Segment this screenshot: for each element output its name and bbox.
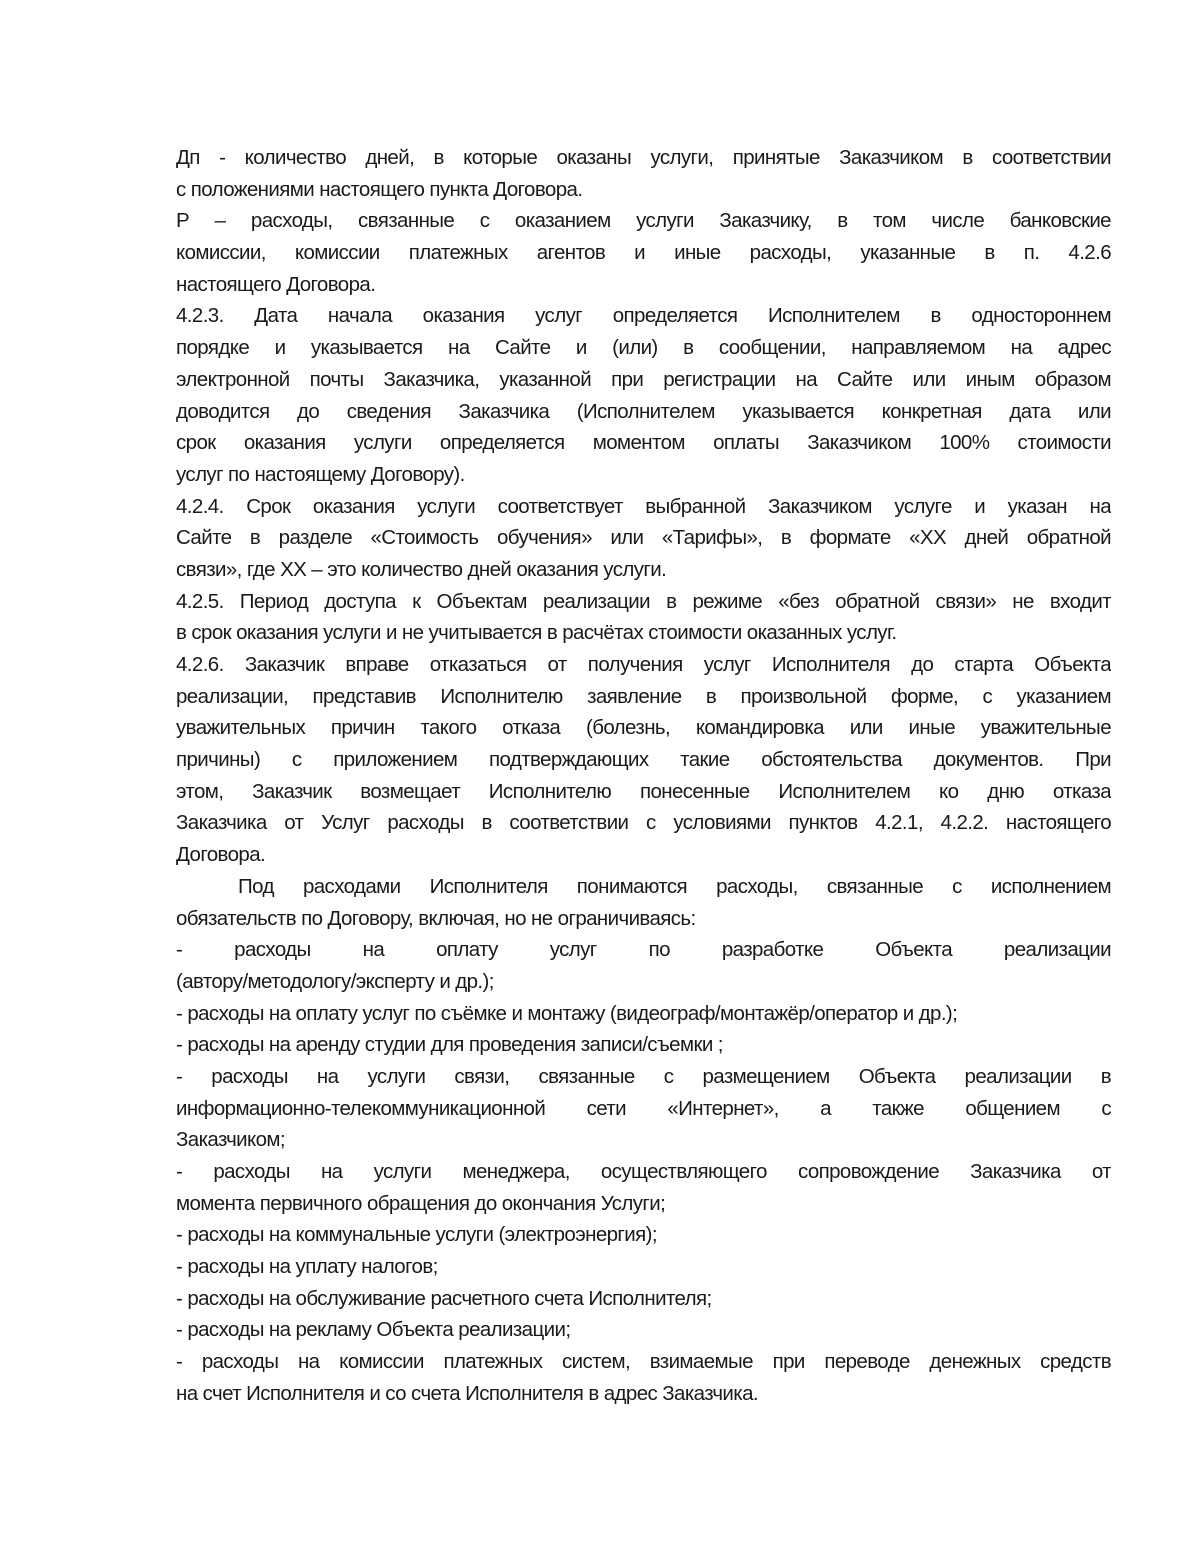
text-line: Заказчиком; [176, 1128, 286, 1152]
text-line: Договора. [176, 843, 266, 867]
text-line: информационно-телекоммуникационной сети «Интернет», а также общением с [176, 1096, 1111, 1120]
text-line: Под расходами Исполнителя понимаются расходы, связанные с исполнением [238, 874, 1111, 898]
text-line: реализации, представив Исполнителю заявление в произвольной форме, с указанием [176, 684, 1111, 708]
text-line: - расходы на обслуживание расчетного счета Исполнителя; [176, 1286, 712, 1310]
text-line: доводится до сведения Заказчика (Исполнителем указывается конкретная дата или [176, 399, 1111, 423]
text-line: связи», где ХХ – это количество дней оказания услуги. [176, 557, 667, 581]
text-line: - расходы на рекламу Объекта реализации; [176, 1318, 571, 1342]
text-line: настоящего Договора. [176, 272, 376, 296]
text-line: - расходы на услуги связи, связанные с размещением Объекта реализации в [176, 1064, 1111, 1088]
text-line: услуг по настоящему Договору). [176, 462, 465, 486]
text-line: электронной почты Заказчика, указанной при регистрации на Сайте или иным образом [176, 367, 1111, 391]
text-line: 4.2.4. Срок оказания услуги соответствует выбранной Заказчиком услуге и указан на [176, 494, 1111, 518]
text-line: Р – расходы, связанные с оказанием услуги Заказчику, в том числе банковские [176, 209, 1111, 233]
text-line: - расходы на аренду студии для проведения записи/съемки ; [176, 1033, 723, 1057]
text-line: 4.2.5. Период доступа к Объектам реализации в режиме «без обратной связи» не входит [176, 589, 1111, 613]
text-line: момента первичного обращения до окончания Услуги; [176, 1191, 666, 1215]
document-page [176, 142, 1111, 1410]
text-line: Сайте в разделе «Стоимость обучения» или «Тарифы», в формате «ХХ дней обратной [176, 526, 1111, 550]
text-line: комиссии, комиссии платежных агентов и иные расходы, указанные в п. 4.2.6 [176, 241, 1111, 265]
text-line: уважительных причин такого отказа (болезнь, командировка или иные уважительные [176, 716, 1111, 740]
text-line: этом, Заказчик возмещает Исполнителю понесенные Исполнителем ко дню отказа [176, 779, 1111, 803]
text-line: с положениями настоящего пункта Договора. [176, 177, 583, 201]
text-line: обязательств по Договору, включая, но не ограничиваясь: [176, 906, 696, 930]
text-line: Заказчика от Услуг расходы в соответствии с условиями пунктов 4.2.1, 4.2.2. настоящего [176, 811, 1111, 835]
text-line: - расходы на уплату налогов; [176, 1255, 438, 1279]
text-line: - расходы на оплату услуг по съёмке и монтажу (видеограф/монтажёр/оператор и др.); [176, 1001, 958, 1025]
text-line: на счет Исполнителя и со счета Исполнителя в адрес Заказчика. [176, 1381, 758, 1405]
text-line: - расходы на коммунальные услуги (электроэнергия); [176, 1223, 657, 1247]
text-line: - расходы на услуги менеджера, осуществляющего сопровождение Заказчика от [176, 1160, 1111, 1183]
text-line: срок оказания услуги определяется моментом оплаты Заказчиком 100% стоимости [176, 431, 1111, 455]
text-line: в срок оказания услуги и не учитывается в расчётах стоимости оказанных услуг. [176, 621, 897, 645]
text-line: (автору/методологу/эксперту и др.); [176, 969, 494, 993]
text-line: 4.2.3. Дата начала оказания услуг определяется Исполнителем в одностороннем [176, 304, 1111, 328]
text-line: причины) с приложением подтверждающих такие обстоятельства документов. При [176, 748, 1111, 772]
text-line: Дп - количество дней, в которые оказаны услуги, принятые Заказчиком в соответствии [176, 146, 1111, 169]
text-line: - расходы на комиссии платежных систем, взимаемые при переводе денежных средств [176, 1350, 1111, 1374]
text-line: порядке и указывается на Сайте и (или) в сообщении, направляемом на адрес [176, 336, 1111, 360]
text-line: - расходы на оплату услуг по разработке Объекта реализации [176, 938, 1111, 962]
text-line: 4.2.6. Заказчик вправе отказаться от получения услуг Исполнителя до старта Объекта [176, 653, 1111, 676]
